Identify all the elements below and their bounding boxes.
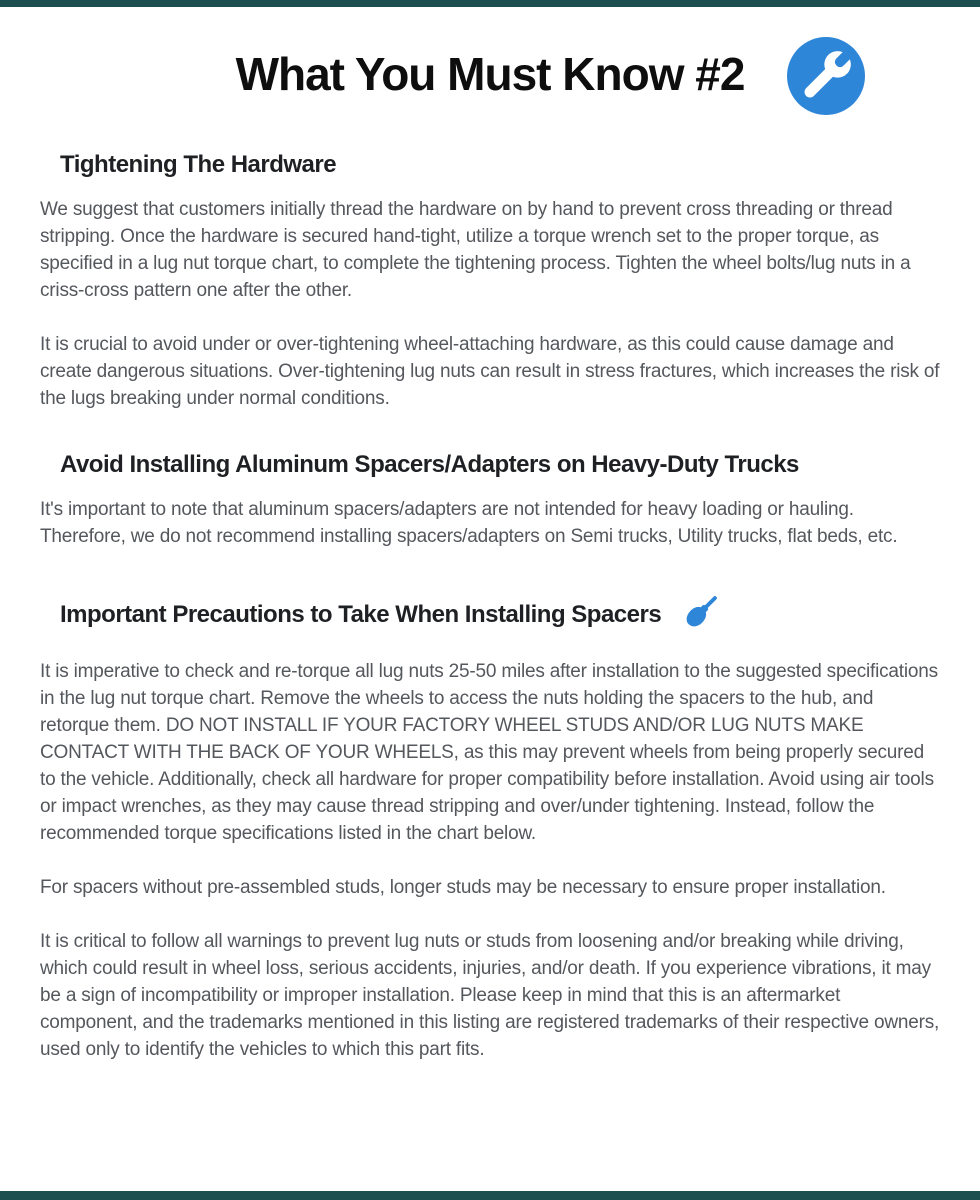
- paragraph: We suggest that customers initially thread the hardware on by hand to prevent cross threading or thread stripping. Once the hardware is secured hand-tight, utilize a torque wrench set to the proper torque, as specified in a lug nut torque chart, to complete the tightening process. Tighten the wheel bolts/lug nuts in a criss-cross pattern one after the other.: [40, 199, 911, 301]
- section-heading: [60, 450, 940, 480]
- paragraph: It is crucial to avoid under or over-tightening wheel-attaching hardware, as this could cause damage and create dangerous situations. Over-tightening lug nuts can result in stress fractures, which increases the risk of the lugs breaking under normal conditions.: [40, 334, 940, 409]
- section-avoid-aluminum-spacers: [40, 450, 940, 550]
- paragraph: It's important to note that aluminum spacers/adapters are not intended for heavy loading or hauling. Therefore, we do not recommend installing spacers/adapters on Semi trucks, Utility trucks, flat beds, etc.: [40, 499, 898, 547]
- page-title: What You Must Know #2: [235, 48, 745, 100]
- page-header: [0, 0, 980, 106]
- section-heading: [60, 588, 940, 642]
- paragraph: For spacers without pre-assembled studs, longer studs may be necessary to ensure proper installation.: [40, 877, 886, 898]
- wrench-icon: [787, 37, 865, 115]
- bottom-edge-bar: [0, 1191, 980, 1200]
- section-important-precautions: [40, 588, 940, 1063]
- screwdriver-icon: [681, 588, 723, 642]
- document-body: [0, 150, 980, 1063]
- section-tightening-hardware: [40, 150, 940, 412]
- section-heading-text: Tightening The Hardware: [60, 151, 337, 178]
- section-heading-text: Avoid Installing Aluminum Spacers/Adapters on Heavy-Duty Trucks: [60, 451, 799, 478]
- paragraph: It is imperative to check and re-torque all lug nuts 25-50 miles after installation to the suggested specifications in the lug nut torque chart. Remove the wheels to access the nuts holding the spacers to the hub, and retorque them. DO NOT INSTALL IF YOUR FACTORY WHEEL STUDS AND/OR LUG NUTS MAKE CONTACT WITH THE BACK OF YOUR WHEELS, as this may prevent wheels from being properly secured to the vehicle. Additionally, check all hardware for proper compatibility before installation. Avoid using air tools or impact wrenches, as they may cause thread stripping and over/under tightening. Instead, follow the recommended torque specifications listed in the chart below.: [40, 661, 938, 844]
- section-heading-text: Important Precautions to Take When Installing Spacers: [60, 601, 662, 628]
- paragraph: It is critical to follow all warnings to prevent lug nuts or studs from loosening and/or breaking while driving, which could result in wheel loss, serious accidents, injuries, and/or death. If you experience vibrations, it may be a sign of incompatibility or improper installation. Please keep in mind that this is an aftermarket component, and the trademarks mentioned in this listing are registered trademarks of their respective owners, used only to identify the vehicles to which this part fits.: [40, 931, 940, 1060]
- section-heading: [60, 150, 940, 180]
